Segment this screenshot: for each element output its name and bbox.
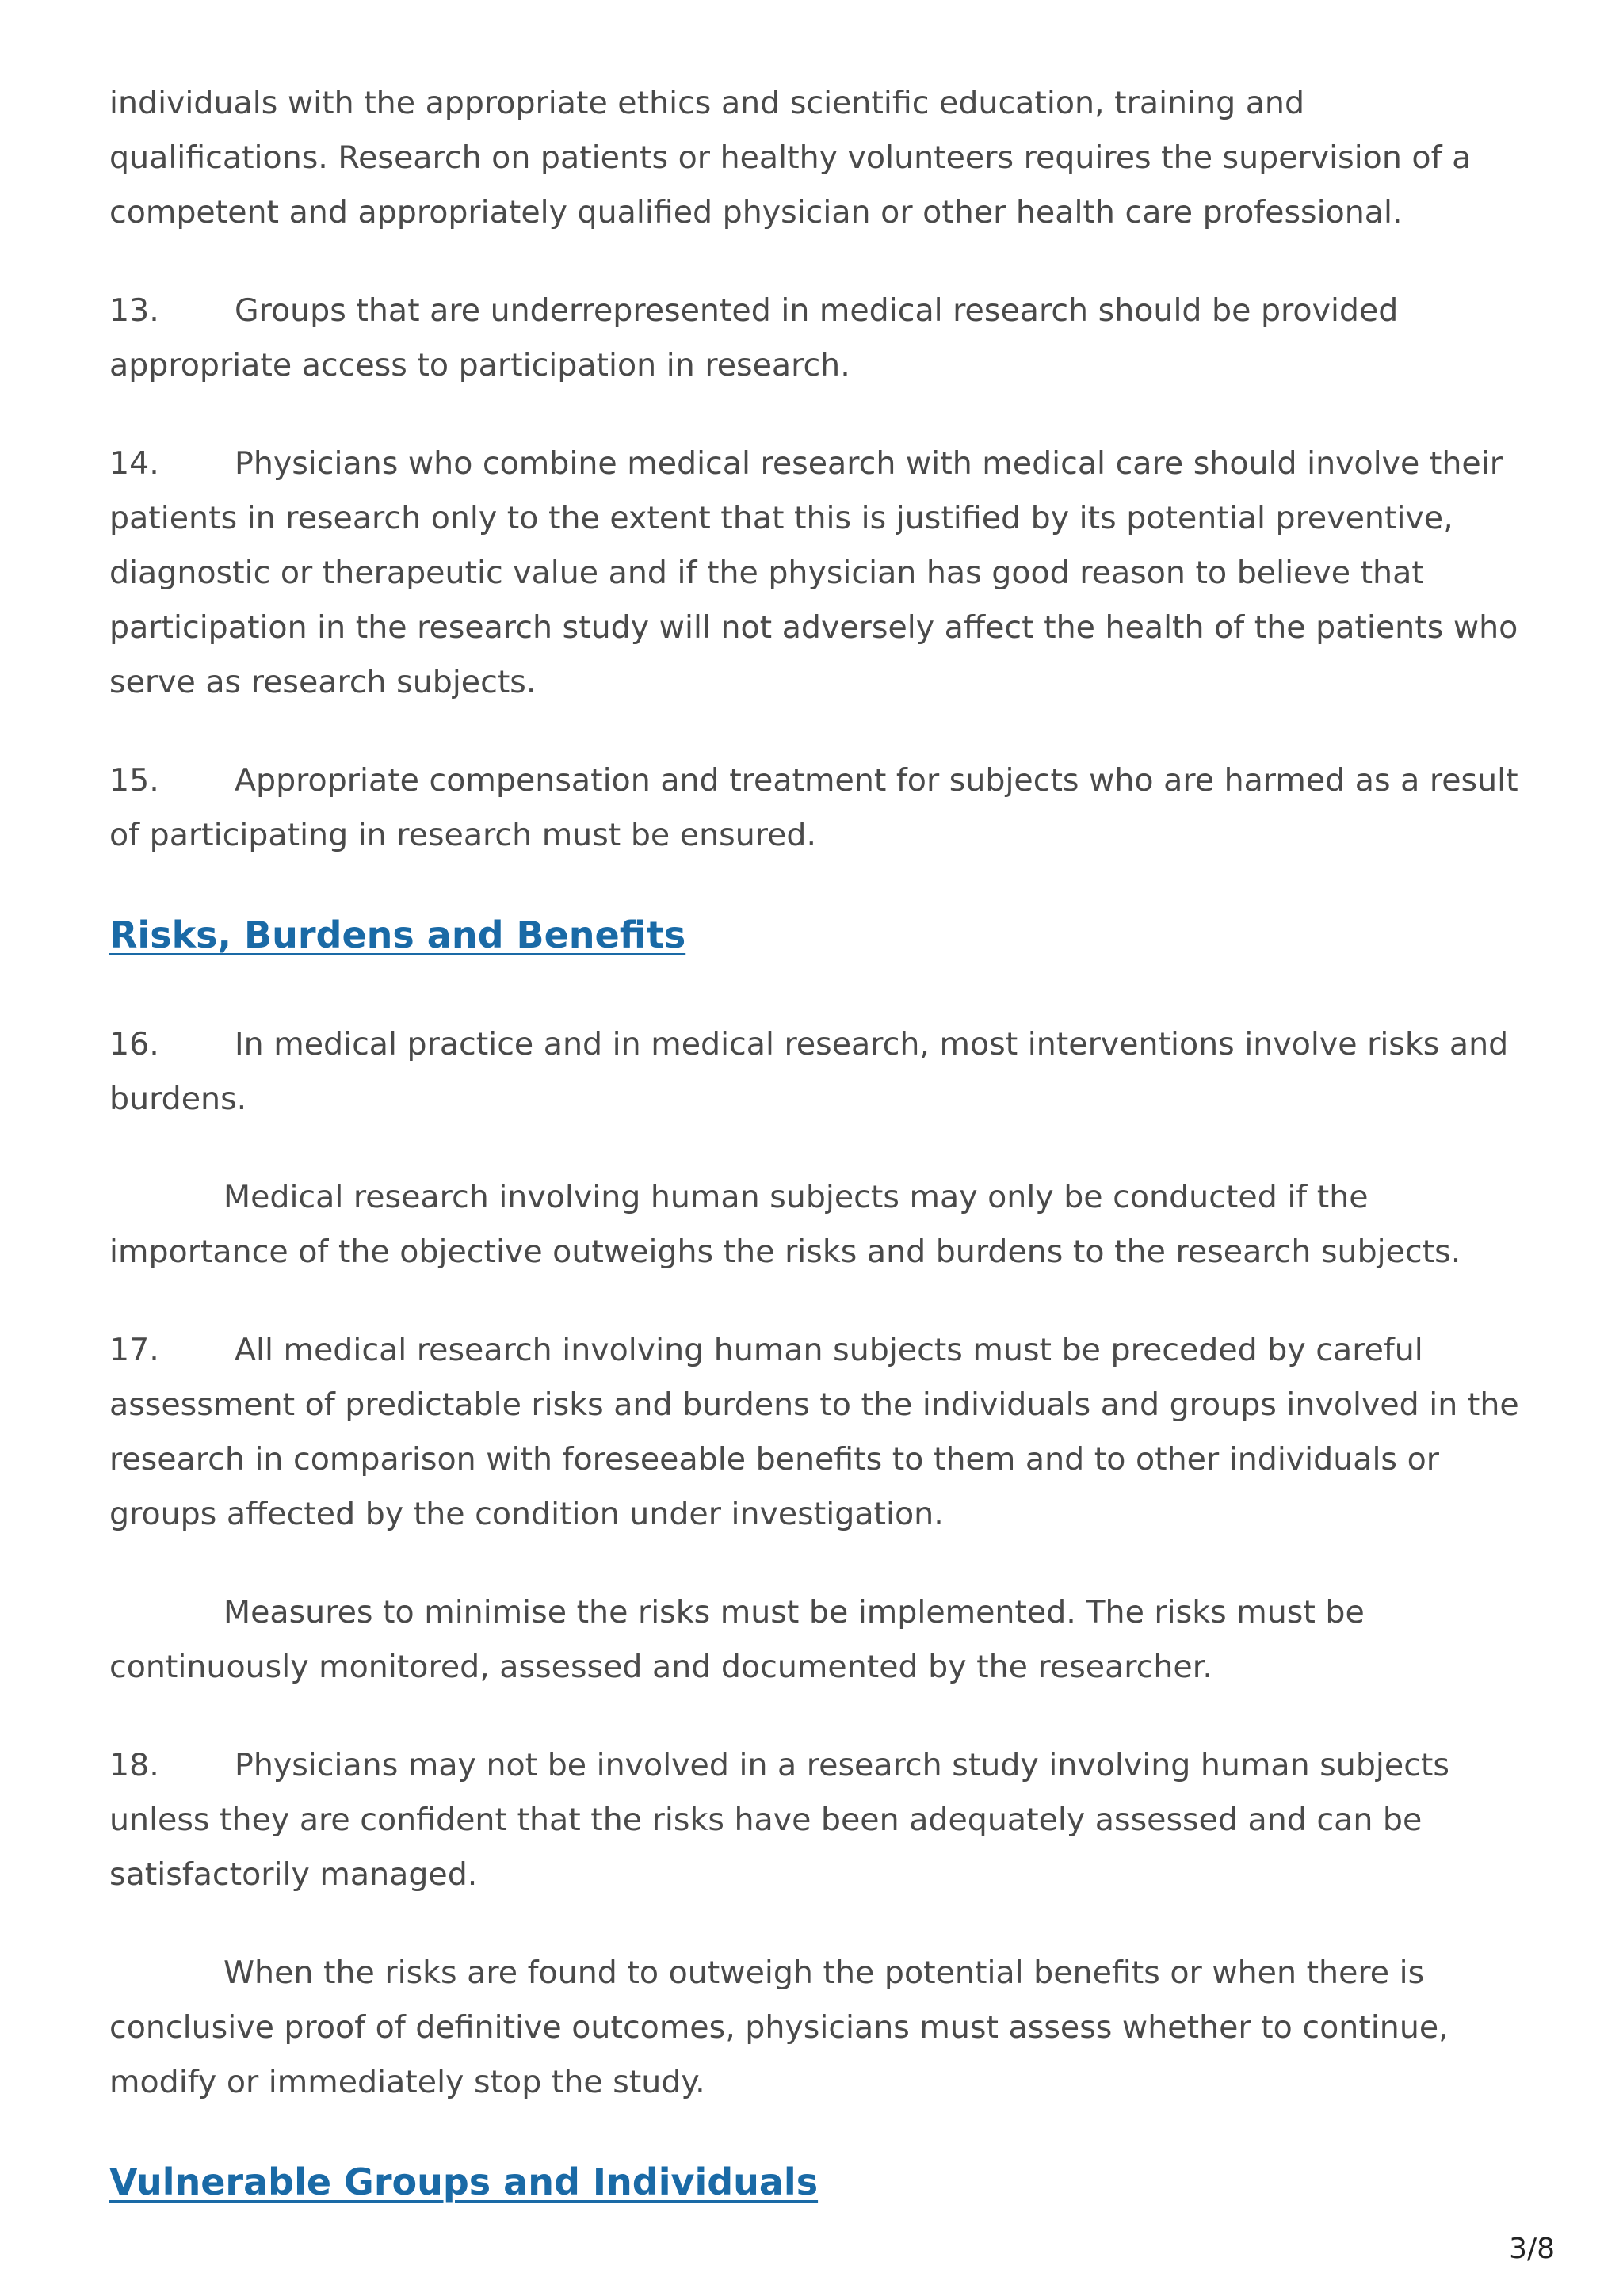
paragraph-text: Physicians who combine medical research with medical care should involve their patients in research only to the extent that this is justified by its potential preventive, diagnostic or therapeutic value and if the physician has good reason to believe that participation in the research study will not adversely affect the health of the patients who serve as research subjects.: [109, 445, 1518, 700]
paragraph-15: [109, 753, 1528, 863]
paragraph-text: Groups that are underrepresented in medical research should be provided appropriate access to participation in research.: [109, 292, 1399, 383]
paragraph-number: 13.: [109, 292, 159, 329]
paragraph-number: 18.: [109, 1747, 159, 1783]
paragraph-number: 17.: [109, 1332, 159, 1368]
paragraph-text: Physicians may not be involved in a research study involving human subjects unless they are confident that the risks have been adequately assessed and can be satisfactorily managed.: [109, 1747, 1449, 1893]
paragraph-18: [109, 1738, 1528, 1902]
paragraph-number: 16.: [109, 1026, 159, 1062]
paragraph-17-continued: [109, 1585, 1528, 1695]
section-heading-vulnerable-groups[interactable]: Vulnerable Groups and Individuals: [109, 2161, 819, 2203]
section-heading-risks-burdens-benefits[interactable]: Risks, Burdens and Benefits: [109, 913, 686, 956]
paragraph-16: [109, 1017, 1528, 1127]
paragraph-text: In medical practice and in medical research, most interventions involve risks and burdens.: [109, 1026, 1509, 1117]
document-page: [109, 76, 1528, 2210]
paragraph-text: individuals with the appropriate ethics and scientific education, training and qualifications. Research on patients or healthy volunteers requires the supervision of a competent and appropriately qualified physician or other health care professional.: [109, 85, 1472, 231]
paragraph-text: Measures to minimise the risks must be implemented. The risks must be continuously monitored, assessed and documented by the researcher.: [109, 1594, 1365, 1685]
paragraph-text: Medical research involving human subjects may only be conducted if the importance of the objective outweighs the risks and burdens to the research subjects.: [109, 1179, 1461, 1270]
paragraph-text: Appropriate compensation and treatment for subjects who are harmed as a result of participating in research must be ensured.: [109, 762, 1518, 853]
paragraph-16-continued: [109, 1170, 1528, 1280]
paragraph-number: 15.: [109, 762, 159, 799]
paragraph-13: [109, 284, 1528, 393]
page-number: 3/8: [1509, 2233, 1555, 2265]
paragraph-18-continued: [109, 1946, 1528, 2110]
paragraph-text: All medical research involving human subjects must be preceded by careful assessment of predictable risks and burdens to the individuals and groups involved in the research in comparison with foreseeable benefits to them and to other individuals or groups affected by the condition under investigation.: [109, 1332, 1519, 1532]
paragraph-text: When the risks are found to outweigh the potential benefits or when there is conclusive proof of definitive outcomes, physicians must assess whether to continue, modify or immediately stop the study.: [109, 1955, 1449, 2100]
paragraph-number: 14.: [109, 445, 159, 482]
paragraph-17: [109, 1323, 1528, 1542]
paragraph-14: [109, 437, 1528, 710]
paragraph-12-continued: [109, 76, 1528, 240]
